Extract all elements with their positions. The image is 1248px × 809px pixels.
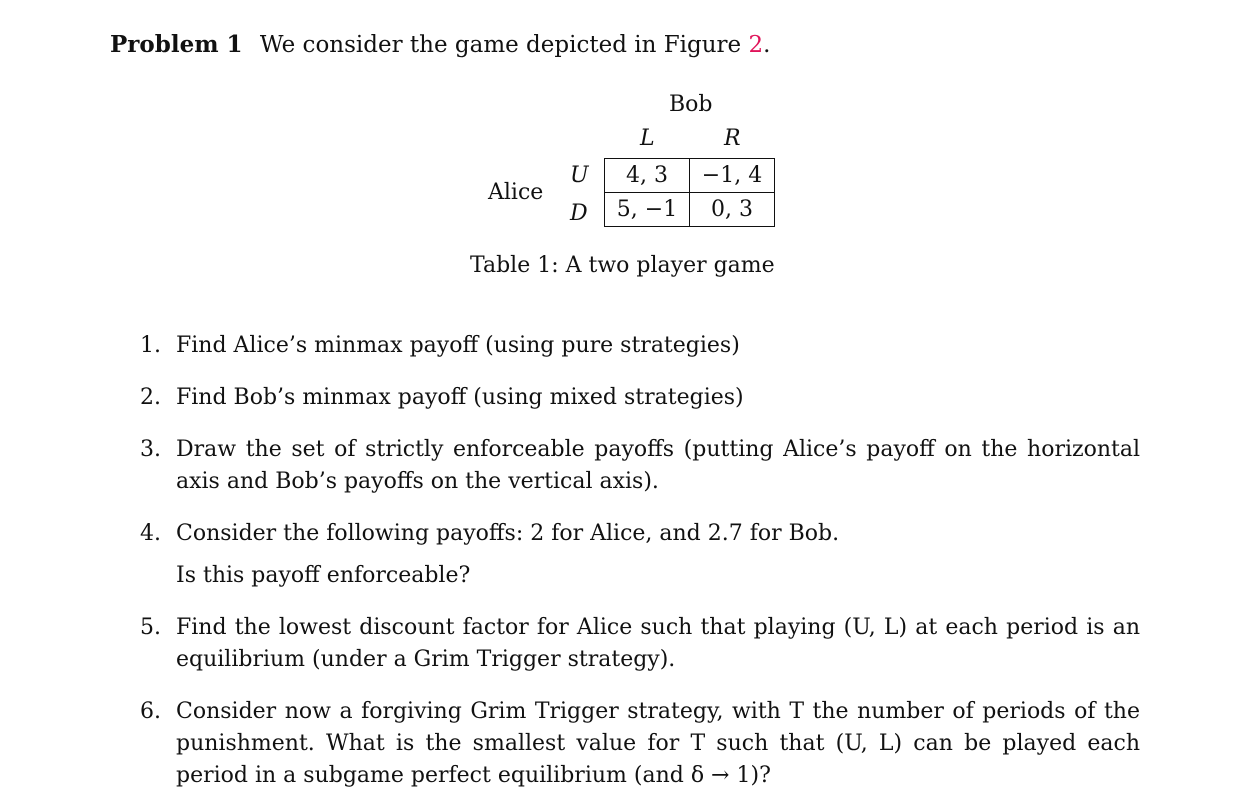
problem-label: Problem 1 bbox=[110, 31, 243, 58]
question-item bbox=[140, 382, 1140, 414]
question-number: 1. bbox=[140, 333, 161, 358]
question-text: Find the lowest discount factor for Alice such that playing (U, L) at each period is an equilibrium (under a Grim Trigger strategy). bbox=[176, 615, 1140, 672]
question-text: Consider now a forgiving Grim Trigger strategy, with T the number of periods of the punishment. What is the smallest value for T such that (U, L) can be played each period in a subgame perfect equilibrium (and δ → 1)? bbox=[176, 699, 1140, 788]
problem-period: . bbox=[763, 32, 771, 58]
question-item bbox=[140, 330, 1140, 362]
question-number: 3. bbox=[140, 437, 161, 462]
figure-reference-link[interactable]: 2 bbox=[748, 32, 764, 58]
question-text: Consider the following payoffs: 2 for Alice, and 2.7 for Bob. bbox=[176, 521, 840, 546]
column-player-label: Bob bbox=[669, 92, 713, 117]
table-caption: Table 1: A two player game bbox=[470, 253, 775, 278]
payoff-cell-d-l: 5, −1 bbox=[605, 193, 690, 227]
question-number: 6. bbox=[140, 699, 161, 724]
column-action-l: L bbox=[640, 126, 655, 151]
question-text: Find Bob’s minmax payoff (using mixed strategies) bbox=[176, 385, 744, 410]
question-number: 5. bbox=[140, 615, 161, 640]
question-number: 2. bbox=[140, 385, 161, 410]
row-action-d: D bbox=[570, 201, 588, 226]
payoff-row-d bbox=[605, 193, 775, 227]
question-subtext: Is this payoff enforceable? bbox=[176, 563, 471, 588]
problem-intro: We consider the game depicted in Figure bbox=[259, 32, 742, 58]
column-action-r: R bbox=[724, 126, 741, 151]
question-item bbox=[140, 612, 1140, 676]
payoff-cell-d-r: 0, 3 bbox=[690, 193, 775, 227]
question-number: 4. bbox=[140, 521, 161, 546]
question-item bbox=[140, 518, 1140, 592]
row-player-label: Alice bbox=[488, 180, 544, 205]
payoff-cell-u-l: 4, 3 bbox=[605, 159, 690, 193]
question-text: Find Alice’s minmax payoff (using pure strategies) bbox=[176, 333, 740, 358]
payoff-row-u bbox=[605, 159, 775, 193]
row-action-u: U bbox=[570, 163, 589, 188]
question-item bbox=[140, 434, 1140, 498]
payoff-table bbox=[604, 158, 775, 227]
question-list bbox=[140, 330, 1140, 792]
question-item bbox=[140, 696, 1140, 792]
question-text: Draw the set of strictly enforceable payoffs (putting Alice’s payoff on the horizontal axis and Bob’s payoffs on the vertical axis). bbox=[176, 437, 1140, 494]
payoff-cell-u-r: −1, 4 bbox=[690, 159, 775, 193]
payoff-matrix-figure bbox=[0, 0, 1248, 290]
